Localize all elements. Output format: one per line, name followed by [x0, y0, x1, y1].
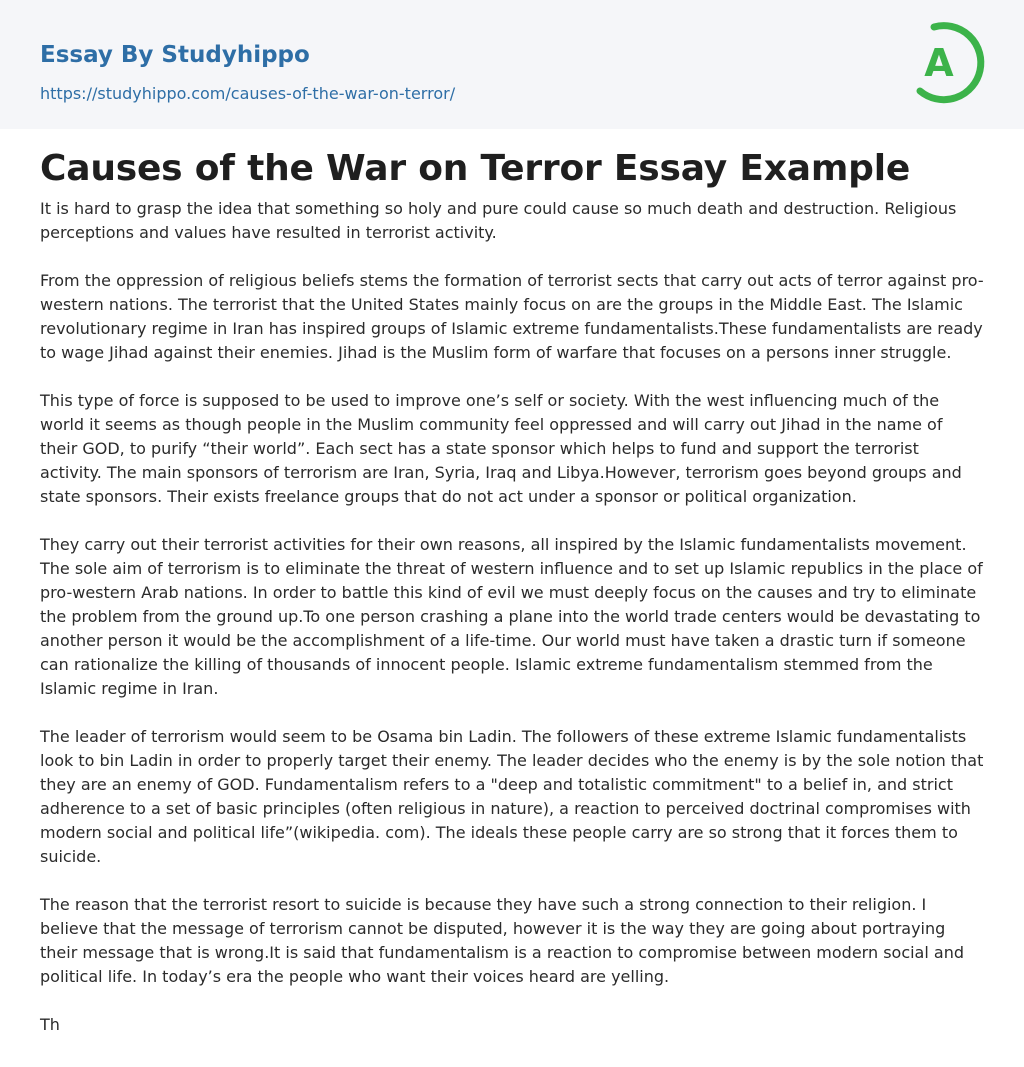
- article-paragraph-truncated: Th: [40, 1015, 60, 1034]
- brand-title: Essay By Studyhippo: [40, 42, 310, 68]
- essay-url-link[interactable]: https://studyhippo.com/causes-of-the-war-on-terror/: [40, 84, 456, 103]
- article-paragraph: The reason that the terrorist resort to suicide is because they have such a strong connection to their religion. I believe that the message of terrorism cannot be disputed, however it is the way they are going about portraying their message that is wrong.It is said that fundamentalism is a reaction to compromise between modern social and political life. In today’s era the people who want their voices heard are yelling.: [40, 895, 964, 986]
- logo-letter: A: [924, 41, 954, 85]
- article-paragraph: They carry out their terrorist activities for their own reasons, all inspired by the Islamic fundamentalists movement. The sole aim of terrorism is to eliminate the threat of western influence and to set up Islamic republics in the place of pro-western Arab nations. In order to battle this kind of evil we must deeply focus on the causes and try to eliminate the problem from the ground up.To one person crashing a plane into the world trade centers would be devastating to another person it would be the accomplishment of a life-time. Our world must have taken a drastic turn if someone can rationalize the killing of thousands of innocent people. Islamic extreme fundamentalism stemmed from the Islamic regime in Iran.: [40, 535, 983, 698]
- article: [40, 129, 984, 1061]
- article-paragraph: It is hard to grasp the idea that something so holy and pure could cause so much death and destruction. Religious perceptions and values have resulted in terrorist activity.: [40, 199, 957, 242]
- studyhippo-logo-icon[interactable]: [912, 19, 986, 105]
- site-header: [0, 0, 1024, 129]
- article-title: Causes of the War on Terror Essay Example: [40, 148, 911, 189]
- article-paragraph: The leader of terrorism would seem to be Osama bin Ladin. The followers of these extreme Islamic fundamentalists look to bin Ladin in order to properly target their enemy. The leader decides who the enemy is by the sole notion that they are an enemy of GOD. Fundamentalism refers to a "deep and totalistic commitment" to a belief in, and strict adherence to a set of basic principles (often religious in nature), a reaction to perceived doctrinal compromises with modern social and political life”(wikipedia. com). The ideals these people carry are so strong that it forces them to suicide.: [40, 727, 984, 866]
- article-paragraph: This type of force is supposed to be used to improve one’s self or society. With the west influencing much of the world it seems as though people in the Muslim community feel oppressed and will carry out Jihad in the name of their GOD, to purify “their world”. Each sect has a state sponsor which helps to fund and support the terrorist activity. The main sponsors of terrorism are Iran, Syria, Iraq and Libya.However, terrorism goes beyond groups and state sponsors. Their exists freelance groups that do not act under a sponsor or political organization.: [40, 391, 962, 506]
- article-paragraph: From the oppression of religious beliefs stems the formation of terrorist sects that carry out acts of terror against pro-western nations. The terrorist that the United States mainly focus on are the groups in the Middle East. The Islamic revolutionary regime in Iran has inspired groups of Islamic extreme fundamentalists.These fundamentalists are ready to wage Jihad against their enemies. Jihad is the Muslim form of warfare that focuses on a persons inner struggle.: [40, 271, 984, 362]
